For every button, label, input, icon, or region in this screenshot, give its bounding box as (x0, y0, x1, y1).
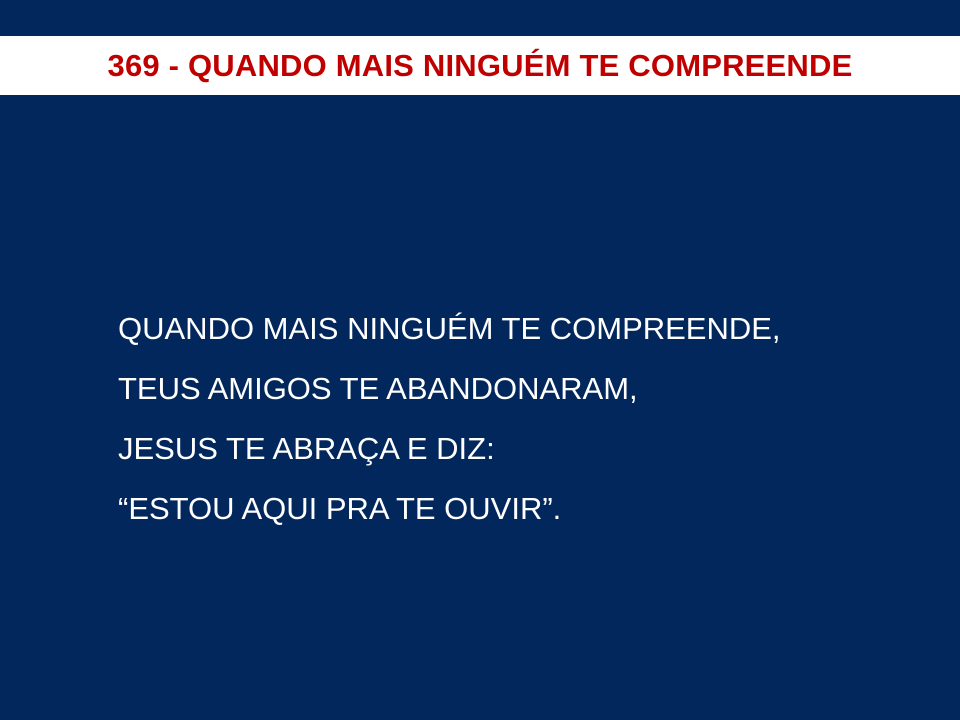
lyric-line-2: TEUS AMIGOS TE ABANDONARAM, (118, 371, 638, 406)
lyrics-block (118, 309, 938, 549)
lyric-line-1: QUANDO MAIS NINGUÉM TE COMPREENDE, (118, 311, 781, 346)
song-title: 369 - QUANDO MAIS NINGUÉM TE COMPREENDE (107, 48, 853, 83)
title-bar (0, 36, 960, 95)
lyric-line-3: JESUS TE ABRAÇA E DIZ: (118, 431, 495, 466)
lyric-line-4: “ESTOU AQUI PRA TE OUVIR”. (118, 491, 562, 526)
